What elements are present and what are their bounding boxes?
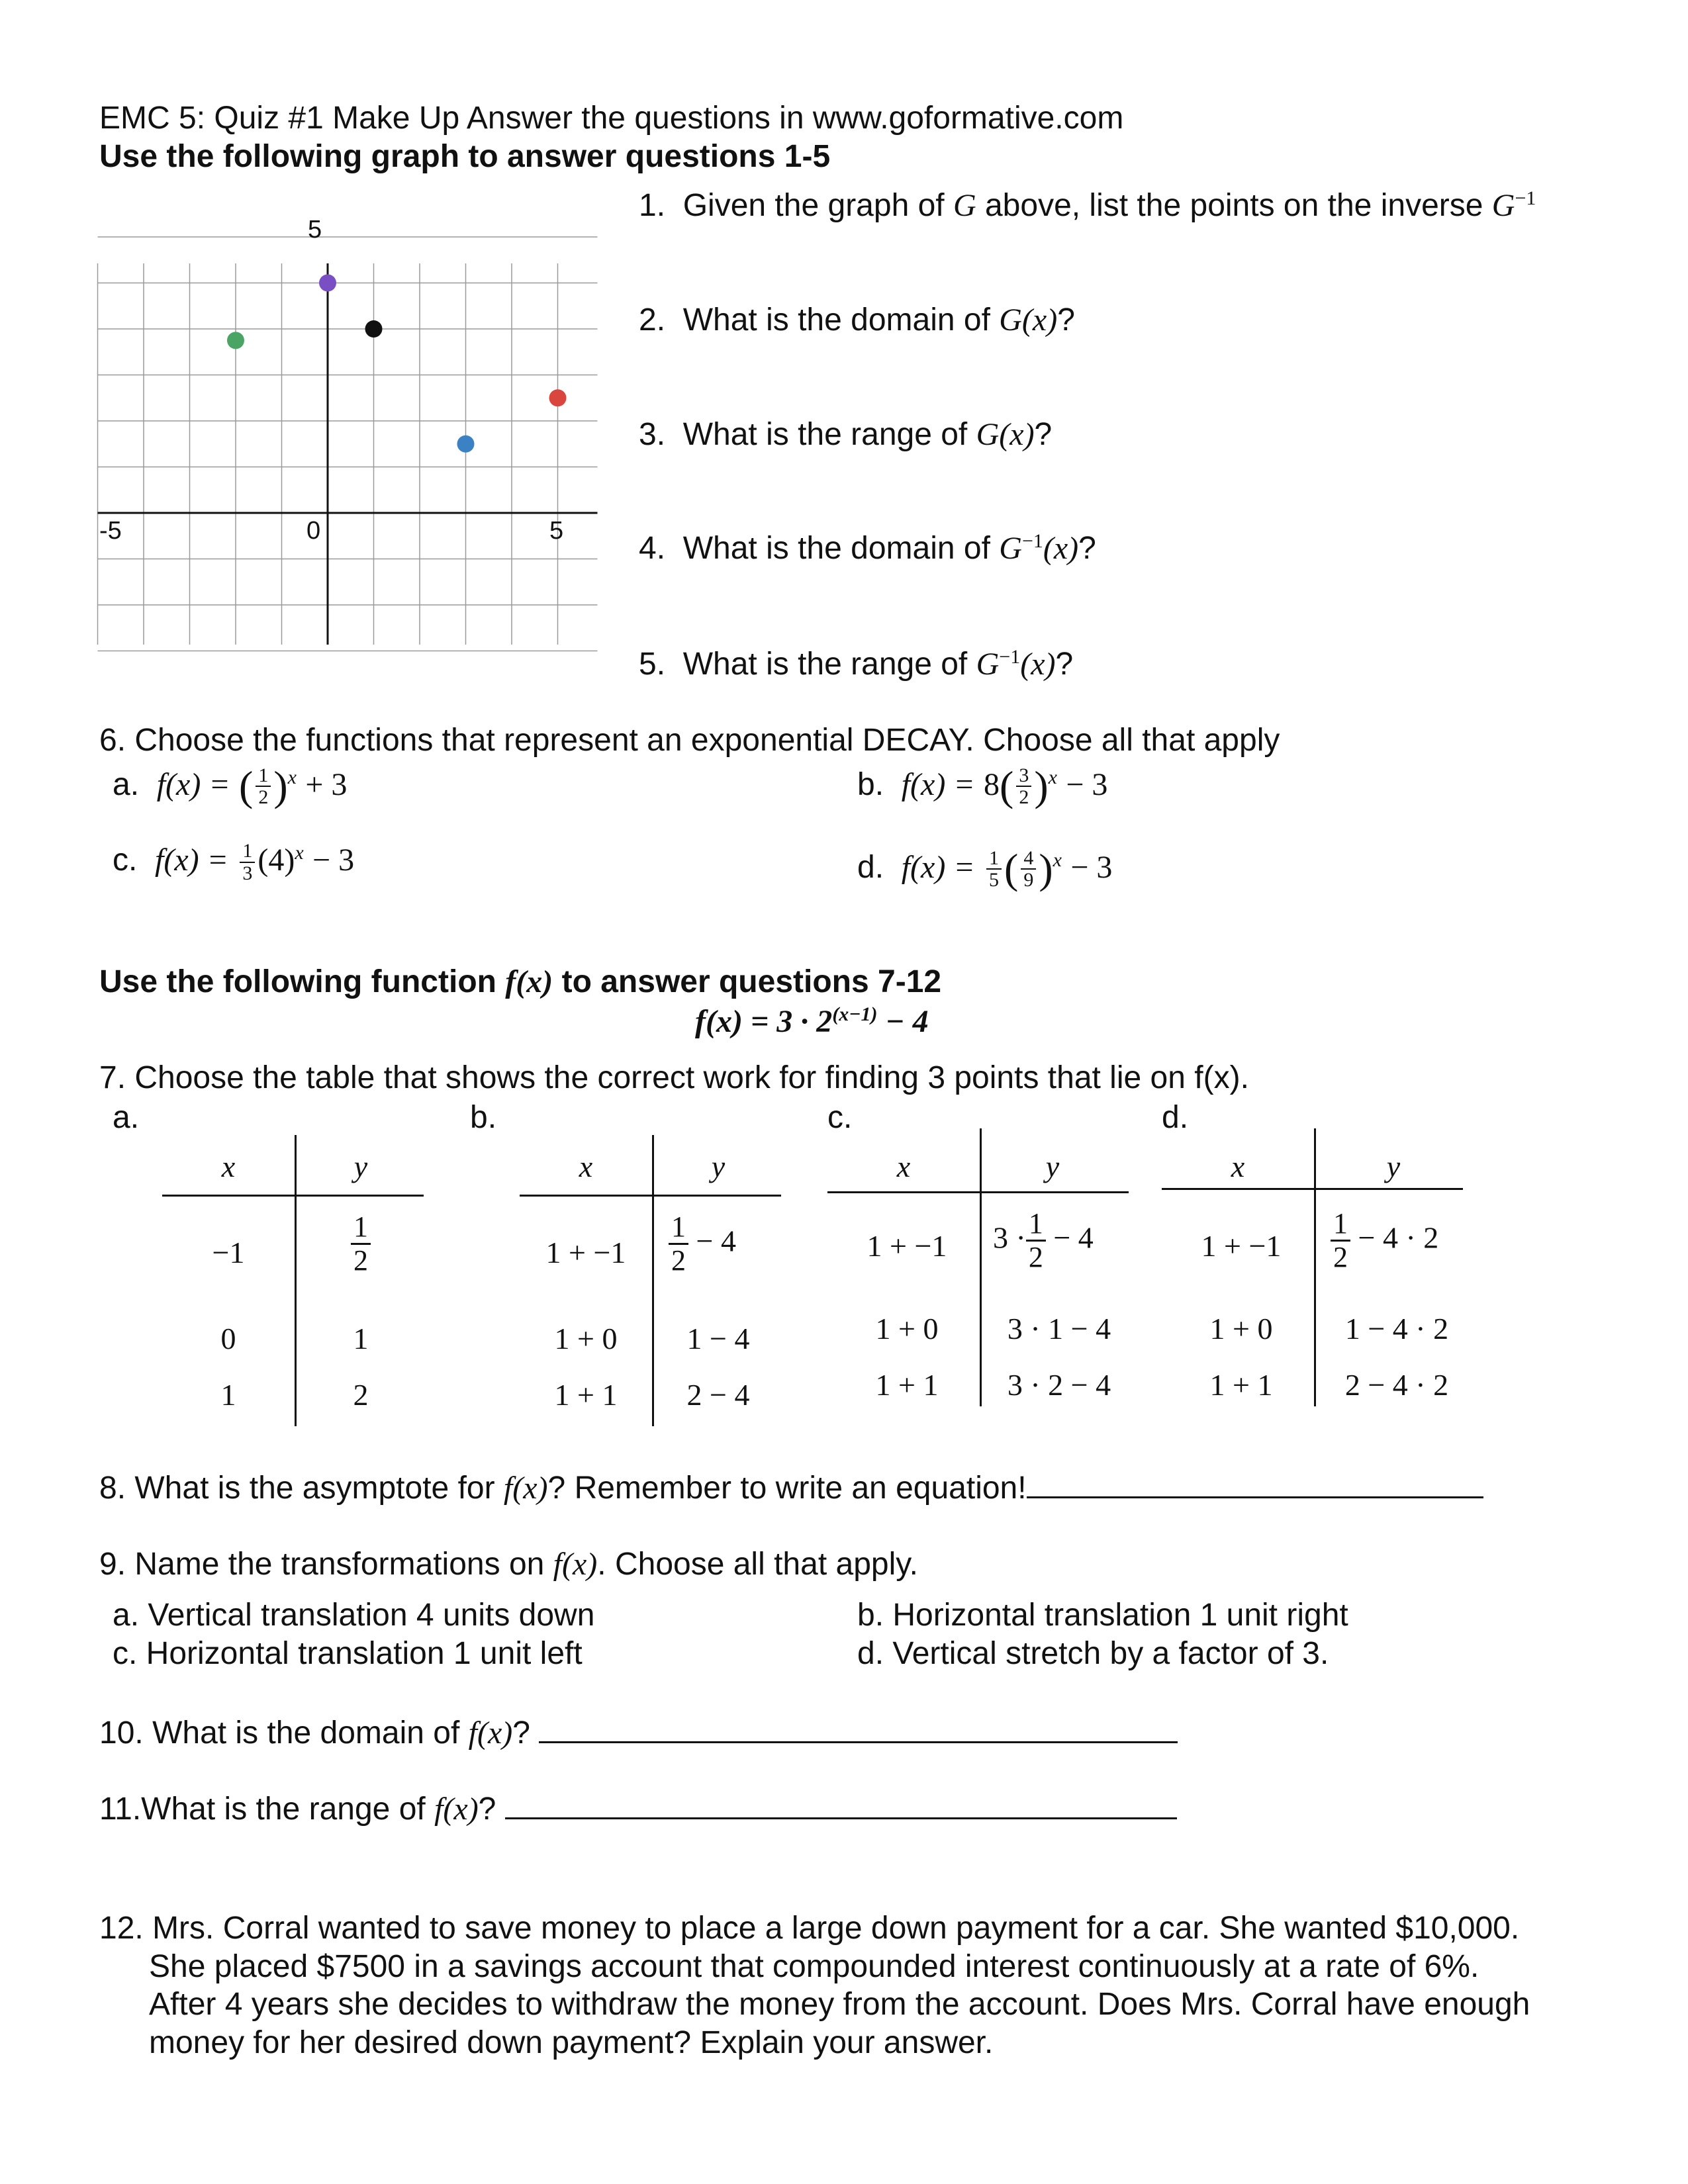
q6-option-b[interactable]: b. f(x) = 8( $\frac{3}{2}$ )$^x$ − 3	[857, 762, 1108, 809]
graph-axes	[98, 263, 598, 645]
graph-points	[227, 275, 567, 453]
x-tick-label-0: 0	[306, 517, 321, 545]
graph-point-1	[319, 275, 336, 292]
quiz-title: EMC 5: Quiz #1 Make Up Answer the questions in www.goformative.com	[99, 101, 1124, 136]
q6-option-d[interactable]: d. f(x) = $\frac{1}{5}$ ( $\frac{4}{9}$ )$^x$ − 3	[857, 845, 1113, 892]
q9-option-b[interactable]: b. Horizontal translation 1 unit right	[857, 1598, 1348, 1633]
question-3: 3. What is the range of G(x)?	[639, 417, 1053, 452]
q7-label-b[interactable]: b.	[470, 1100, 497, 1135]
graph-point-5	[457, 435, 475, 453]
table-header-x: x	[221, 1150, 236, 1183]
graph-grid	[98, 237, 598, 651]
q9-option-c[interactable]: c. Horizontal translation 1 unit left	[113, 1636, 583, 1671]
function-instructions: Use the following function f(x) to answer questions 7-12	[99, 964, 942, 999]
q7-label-c[interactable]: c.	[827, 1100, 853, 1135]
q6-option-a[interactable]: a. f(x) = ( $\frac{1}{2}$ )$^x$ + 3	[113, 762, 348, 809]
function-formula: $f(x) = 3 \cdot 2^{(x-1)} - 4$	[695, 1003, 929, 1039]
question-1: 1. Given the graph of G above, list the points on the inverse $G^{-1}$	[639, 187, 1536, 223]
coordinate-graph	[93, 179, 609, 688]
question-12-line-4: money for her desired down payment? Explain your answer.	[149, 2025, 994, 2060]
question-6: 6. Choose the functions that represent an exponential DECAY. Choose all that apply	[99, 723, 1280, 758]
question-12-line-3: After 4 years she decides to withdraw the money from the account. Does Mrs. Corral have enough	[149, 1987, 1530, 2022]
q7-label-d[interactable]: d.	[1162, 1100, 1189, 1135]
q9-option-a[interactable]: a. Vertical translation 4 units down	[113, 1598, 595, 1633]
q7-label-a[interactable]: a.	[113, 1100, 140, 1135]
question-7: 7. Choose the table that shows the correct work for finding 3 points that lie on f(x).	[99, 1060, 1249, 1095]
question-12-line-2: She placed $7500 in a savings account that compounded interest continuously at a rate of 6%.	[149, 1949, 1479, 1984]
table-header-y: y	[353, 1150, 368, 1183]
x-tick-label-5: 5	[549, 517, 564, 545]
y-tick-label-5: 5	[308, 216, 322, 244]
x-tick-label-neg5: -5	[99, 517, 122, 545]
graph-point-2	[365, 320, 383, 338]
question-4: 4. What is the domain of $G^{-1}(x)$?	[639, 530, 1096, 566]
q11-answer-line	[505, 1817, 1177, 1819]
q9-option-d[interactable]: d. Vertical stretch by a factor of 3.	[857, 1636, 1329, 1671]
graph-point-4	[549, 389, 567, 406]
question-12-line-1: 12. Mrs. Corral wanted to save money to place a large down payment for a car. She wanted $10,000.	[99, 1911, 1520, 1946]
graph-instructions: Use the following graph to answer questions 1-5	[99, 139, 831, 174]
graph-point-3	[227, 332, 244, 349]
q6-option-c[interactable]: c. f(x) = $\frac{1}{3}$ $(4)^x - 3$	[113, 840, 355, 884]
question-5: 5. What is the range of $G^{-1}(x)$?	[639, 646, 1074, 682]
question-2: 2. What is the domain of G(x)?	[639, 302, 1075, 338]
question-11: 11.What is the range of f(x)?	[99, 1790, 1177, 1829]
question-8: 8. What is the asymptote for f(x)? Remember to write an equation!	[99, 1469, 1483, 1508]
q10-answer-line	[539, 1741, 1178, 1743]
question-9: 9. Name the transformations on f(x). Choose all that apply.	[99, 1547, 919, 1582]
q8-answer-line	[1027, 1496, 1483, 1498]
question-10: 10. What is the domain of f(x)?	[99, 1714, 1178, 1752]
